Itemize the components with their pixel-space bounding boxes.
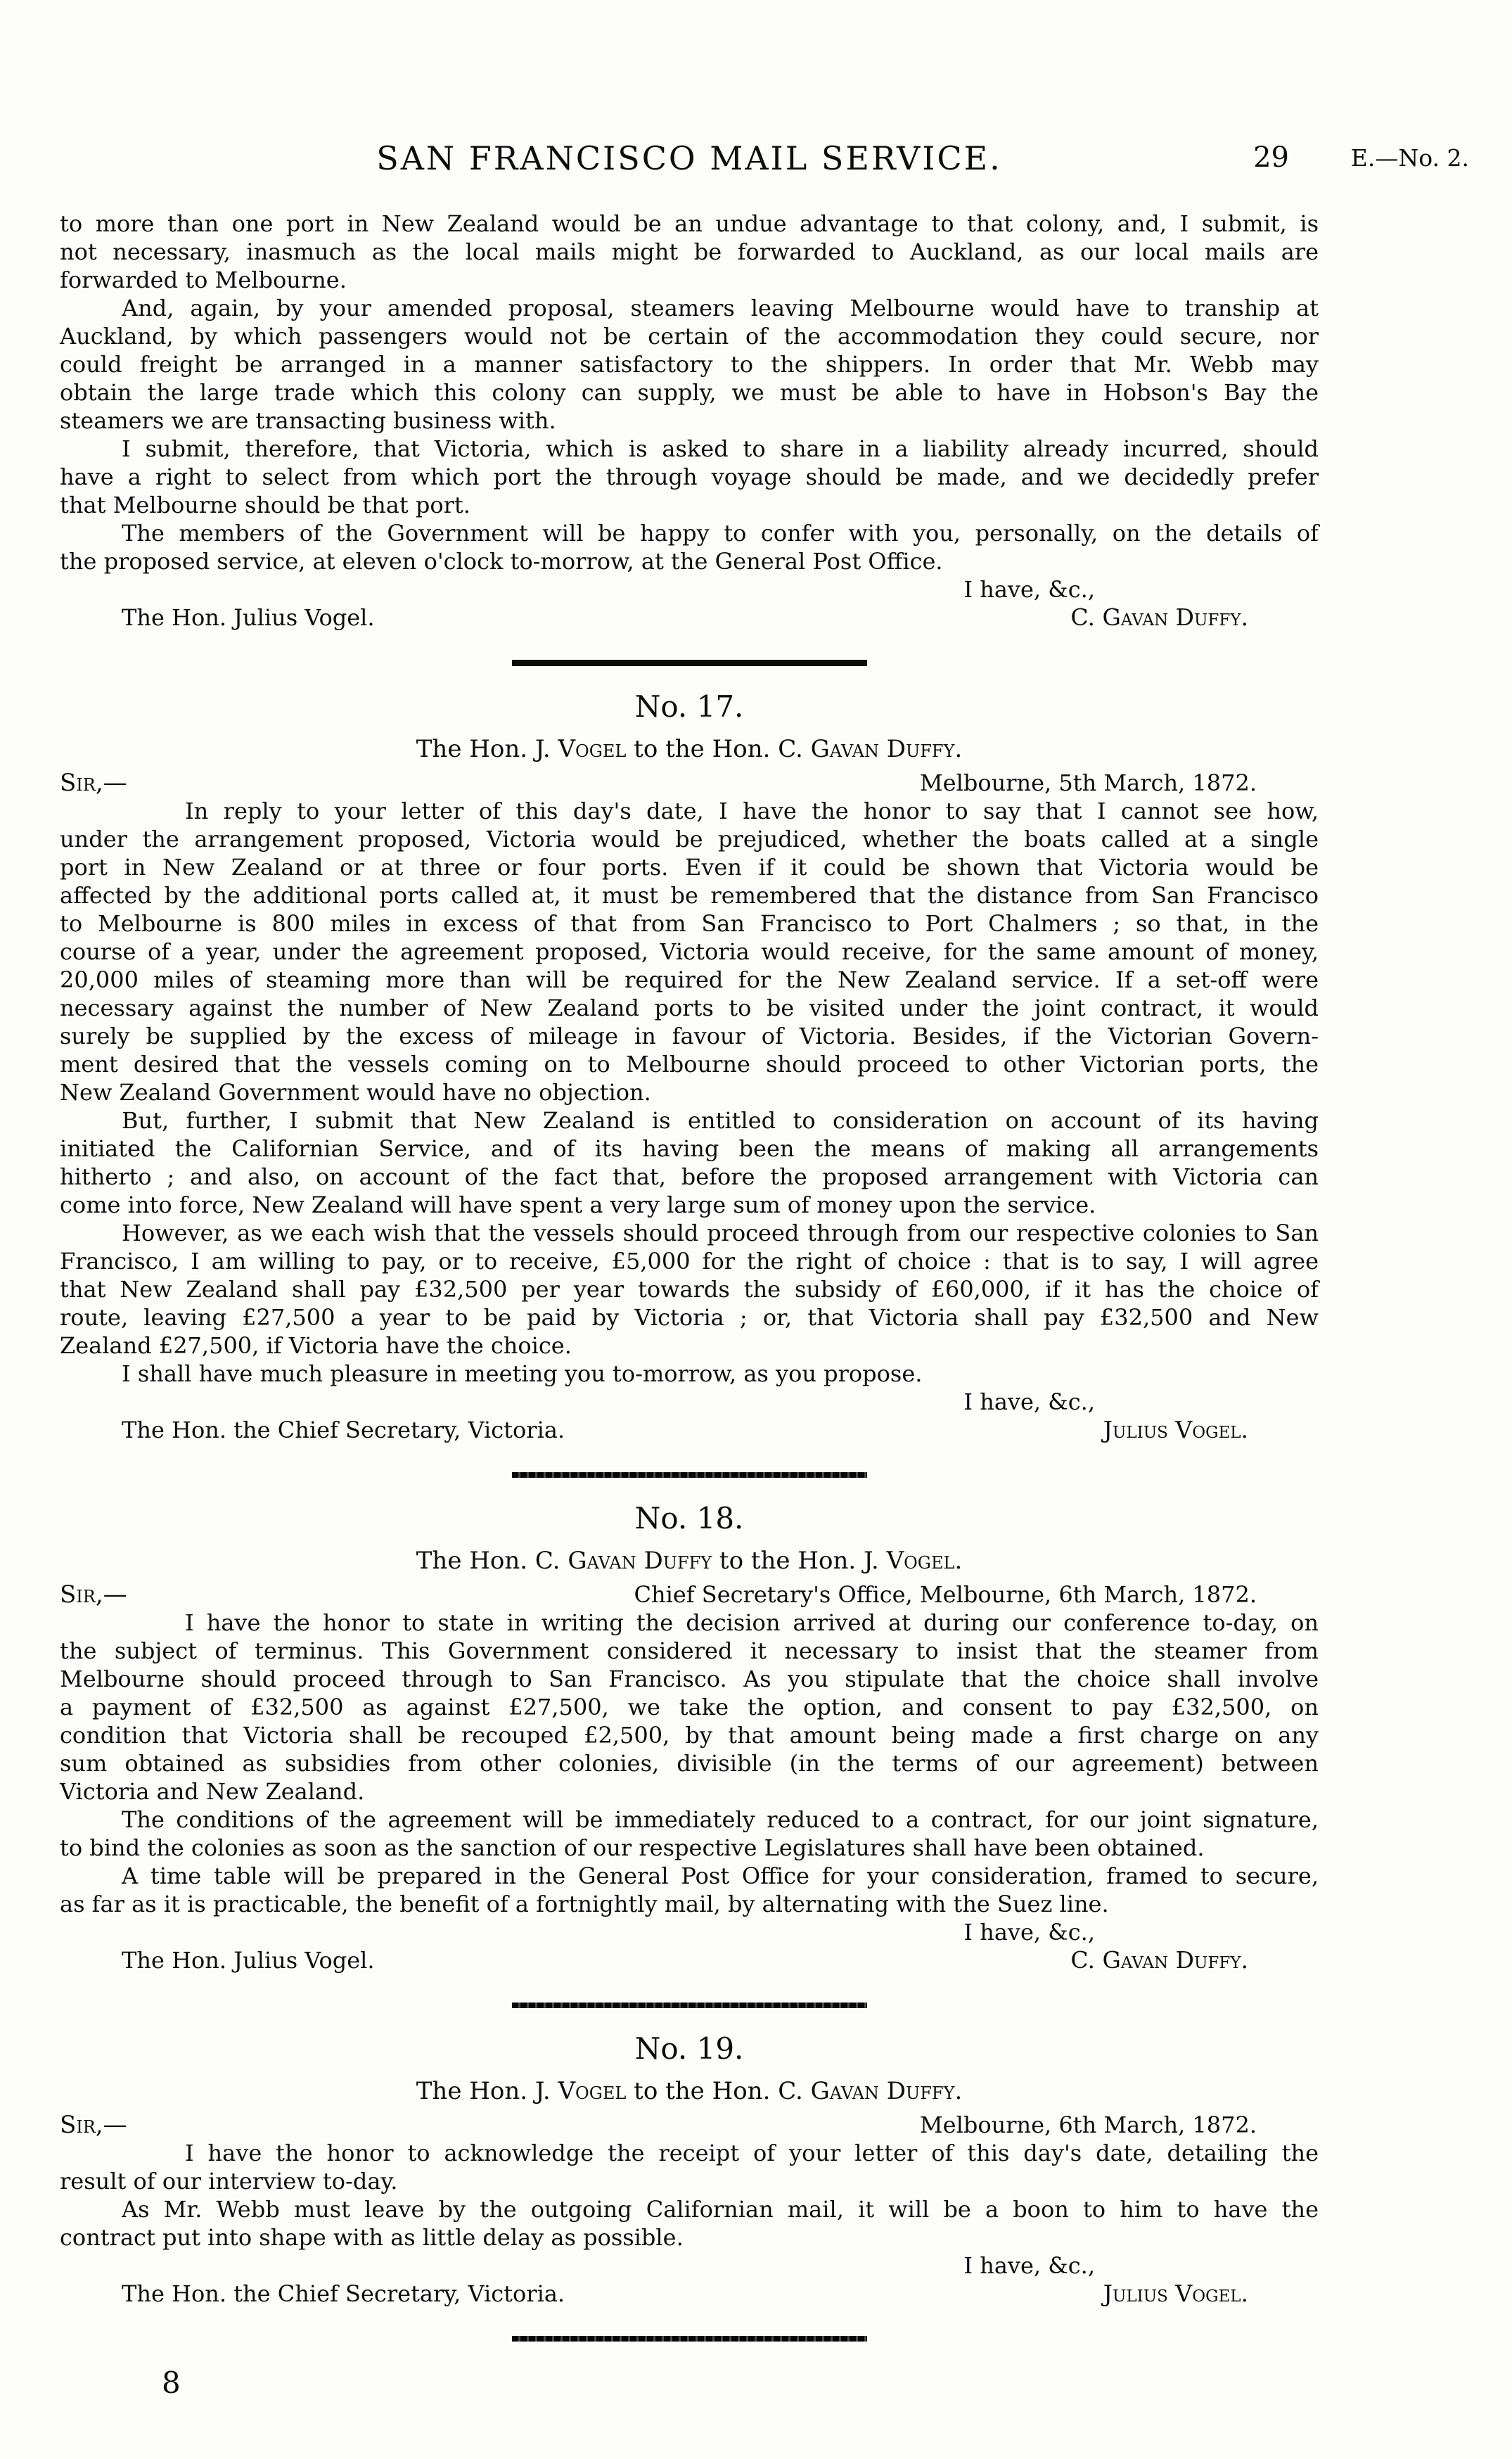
valediction: I have, &c., (963, 2252, 1095, 2279)
paragraph (60, 210, 1319, 294)
valediction: I have, &c., (963, 576, 1095, 603)
valediction: I have, &c., (963, 1919, 1095, 1946)
heading-text: to the Hon. C. (626, 735, 811, 763)
letter-continuation (60, 210, 1319, 632)
text-line: necessary against the number of New Zealand ports to be visited under the joint contract, it would (60, 995, 1319, 1021)
addressee: The Hon. Julius Vogel. (122, 604, 375, 631)
paragraph (60, 797, 1319, 1106)
text-line: steamers we are transacting business with. (60, 407, 556, 434)
text-line: I have the honor to acknowledge the receipt of your letter of this day's date, detailing the (185, 2140, 1319, 2166)
text-line: And, again, by your amended proposal, steamers leaving Melbourne would have to tranship at (122, 295, 1319, 321)
dateline: Melbourne, 6th March, 1872. (919, 2112, 1257, 2138)
text-line: New Zealand Government would have no objection. (60, 1079, 651, 1106)
salutation-row (60, 2111, 1319, 2139)
page-title: SAN FRANCISCO MAIL SERVICE. (376, 139, 1002, 177)
salutation: Sir,— (60, 769, 127, 797)
text-line: the proposed service, at eleven o'clock to-morrow, at the General Post Office. (60, 548, 943, 575)
dateline: Chief Secretary's Office, Melbourne, 6th March, 1872. (634, 1581, 1257, 1608)
addressee: The Hon. the Chief Secretary, Victoria. (122, 1417, 565, 1443)
text-line: ment desired that the vessels coming on to Melbourne should proceed to other Victorian ports, the (60, 1051, 1319, 1078)
signature: C. Gavan Duffy. (1070, 1946, 1248, 1974)
text-line: a payment of £32,500 as against £27,500, we take the option, and consent to pay £32,500, on (60, 1694, 1319, 1720)
text-line: the subject of terminus. This Government considered it necessary to insist that the steamer from (60, 1637, 1319, 1664)
heading-text: to the Hon. J. (712, 1547, 887, 1575)
section-divider (512, 2003, 867, 2008)
text-line: Melbourne should proceed through to San Francisco. As you stipulate that the choice shall involve (60, 1666, 1319, 1692)
text-line: port in New Zealand or at three or four ports. Even if it could be shown that Victoria would be (60, 854, 1319, 881)
text-line: Zealand £27,500, if Victoria have the choice. (60, 1332, 572, 1359)
signature-row (60, 603, 1319, 632)
heading-text: . (954, 735, 963, 763)
text-line: surely be supplied by the excess of mileage in favour of Victoria. Besides, if the Victorian Govern- (60, 1023, 1319, 1049)
letter-19 (60, 2032, 1319, 2308)
text-line: that Melbourne should be that port. (60, 492, 470, 518)
text-line: result of our interview to-day. (60, 2168, 398, 2195)
section-divider (512, 2336, 867, 2342)
text-line: However, as we each wish that the vessels should proceed through from our respective colonies to San (122, 1220, 1319, 1246)
text-line: In reply to your letter of this day's date, I have the honor to say that I cannot see how, (185, 798, 1319, 824)
text-line: contract put into shape with as little delay as possible. (60, 2224, 684, 2251)
text-line: to bind the colonies as soon as the sanction of our respective Legislatures shall have been obtained. (60, 1834, 1205, 1861)
signature-row (60, 2280, 1319, 2308)
heading-name: Vogel (886, 1547, 955, 1575)
text-line: forwarded to Melbourne. (60, 267, 347, 293)
text-line: Auckland, by which passengers would not be certain of the accommodation they could secure, nor (60, 323, 1319, 350)
paragraph (60, 435, 1319, 519)
text-line: come into force, New Zealand will have spent a very large sum of money upon the service. (60, 1192, 1096, 1218)
document-reference: E.—No. 2. (1350, 144, 1469, 172)
heading-name: Vogel (558, 2077, 627, 2105)
printer-signature-mark: 8 (162, 2365, 181, 2400)
text-line: sum obtained as subsidies from other colonies, divisible (in the terms of our agreement) between (60, 1750, 1319, 1777)
letter-heading (60, 1545, 1319, 1576)
heading-name: Gavan Duffy (810, 2077, 955, 2105)
paragraph (60, 2139, 1319, 2195)
signature: Julius Vogel. (1103, 2280, 1248, 2307)
salutation-row (60, 769, 1319, 797)
paragraph (60, 1360, 1319, 1388)
page-number: 29 (1253, 141, 1289, 174)
dateline: Melbourne, 5th March, 1872. (919, 769, 1257, 796)
heading-text: . (954, 1547, 963, 1575)
text-line: 20,000 miles of steaming more than will be required for the New Zealand service. If a set-off were (60, 966, 1319, 993)
paragraph (60, 294, 1319, 435)
text-line: Victoria and New Zealand. (60, 1778, 365, 1805)
text-line: to more than one port in New Zealand would be an undue advantage to that colony, and, I submit, is (60, 210, 1319, 237)
text-line: The members of the Government will be happy to confer with you, personally, on the details of (122, 520, 1319, 547)
heading-name: Gavan Duffy (810, 735, 955, 763)
paragraph (60, 1609, 1319, 1806)
text-line: to Melbourne is 800 miles in excess of that from San Francisco to Port Chalmers ; so that, in the (60, 910, 1319, 937)
addressee: The Hon. the Chief Secretary, Victoria. (122, 2280, 565, 2307)
text-line: route, leaving £27,500 a year to be paid by Victoria ; or, that Victoria shall pay £32,500 and New (60, 1304, 1319, 1331)
text-line: initiated the Californian Service, and of its having been the means of making all arrangements (60, 1135, 1319, 1162)
signature-row (60, 1416, 1319, 1444)
heading-text: . (954, 2077, 963, 2105)
heading-text: to the Hon. C. (626, 2077, 811, 2105)
heading-text: The Hon. J. (416, 2077, 558, 2105)
text-line: that New Zealand shall pay £32,500 per year towards the subsidy of £60,000, if it has the choice of (60, 1276, 1319, 1303)
letter-18 (60, 1502, 1319, 1974)
salutation: Sir,— (60, 2111, 127, 2139)
text-line: could freight be arranged in a manner satisfactory to the shippers. In order that Mr. Webb may (60, 351, 1319, 378)
text-line: obtain the large trade which this colony can supply, we must be able to have in Hobson's Bay the (60, 379, 1319, 406)
heading-name: Vogel (558, 735, 627, 763)
letter-body (60, 797, 1319, 1388)
text-line: As Mr. Webb must leave by the outgoing Californian mail, it will be a boon to him to have the (122, 2196, 1319, 2223)
text-line: A time table will be prepared in the General Post Office for your consideration, framed to secure, (122, 1863, 1319, 1889)
paragraph (60, 2195, 1319, 2252)
letter-body (60, 1609, 1319, 1918)
text-line: as far as it is practicable, the benefit of a fortnightly mail, by alternating with the Suez line. (60, 1891, 1109, 1917)
letter-number: No. 18. (634, 1501, 744, 1535)
text-line: not necessary, inasmuch as the local mails might be forwarded to Auckland, as our local mails are (60, 238, 1319, 265)
text-line: under the arrangement proposed, Victoria would be prejudiced, whether the boats called at a single (60, 826, 1319, 852)
valediction: I have, &c., (963, 1388, 1095, 1415)
addressee: The Hon. Julius Vogel. (122, 1947, 375, 1974)
paragraph (60, 519, 1319, 575)
text-line: The conditions of the agreement will be immediately reduced to a contract, for our joint signature, (122, 1806, 1319, 1833)
section-divider (512, 660, 867, 666)
paragraph (60, 1862, 1319, 1918)
signature-row (60, 1946, 1319, 1974)
paragraph (60, 1106, 1319, 1219)
text-line: course of a year, under the agreement proposed, Victoria would receive, for the same amount of money, (60, 938, 1319, 965)
letter-number: No. 19. (634, 2031, 744, 2066)
page-header (60, 139, 1469, 180)
heading-text: The Hon. C. (416, 1547, 568, 1575)
heading-text: The Hon. J. (416, 735, 558, 763)
text-line: condition that Victoria shall be recouped £2,500, by that amount being made a first charge on any (60, 1722, 1319, 1749)
text-line: have a right to select from which port the through voyage should be made, and we decidedly prefer (60, 464, 1319, 490)
text-line: I have the honor to state in writing the decision arrived at during our conference to-day, on (185, 1609, 1319, 1636)
paragraph (60, 1219, 1319, 1360)
signature: C. Gavan Duffy. (1070, 603, 1248, 631)
letter-number: No. 17. (634, 689, 744, 724)
paragraph (60, 1806, 1319, 1862)
letter-heading (60, 2076, 1319, 2107)
letter-body (60, 2139, 1319, 2252)
text-line: Francisco, I am willing to pay, or to receive, £5,000 for the right of choice : that is to say, I will agree (60, 1248, 1319, 1275)
text-line: I shall have much pleasure in meeting you to-morrow, as you propose. (122, 1360, 923, 1387)
letter-heading (60, 734, 1319, 765)
salutation: Sir,— (60, 1580, 127, 1609)
heading-name: Gavan Duffy (568, 1547, 712, 1575)
letter-body (60, 210, 1319, 575)
letter-17 (60, 690, 1319, 1444)
text-line: But, further, I submit that New Zealand is entitled to consideration on account of its having (122, 1107, 1319, 1134)
text-line: affected by the additional ports called at, it must be remembered that the distance from San Francisco (60, 882, 1319, 909)
text-line: I submit, therefore, that Victoria, which is asked to share in a liability already incurred, should (122, 435, 1319, 462)
text-line: hitherto ; and also, on account of the fact that, before the proposed arrangement with Victoria can (60, 1163, 1319, 1190)
salutation-row (60, 1580, 1319, 1609)
signature: Julius Vogel. (1103, 1416, 1248, 1443)
section-divider (512, 1472, 867, 1478)
